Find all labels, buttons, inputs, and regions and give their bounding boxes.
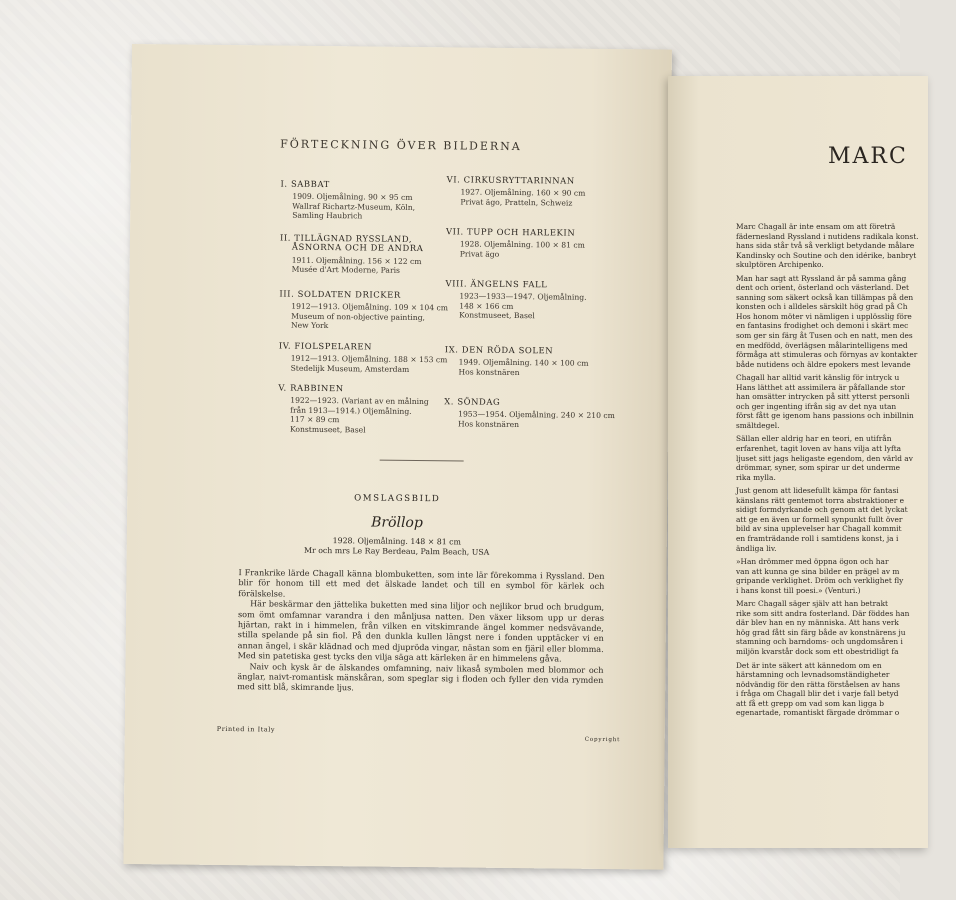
text-line: Just genom att lidesefullt kämpa för fantasi <box>736 486 899 496</box>
text-line: egenartade, romantiskt färgade drömmar o <box>736 708 900 718</box>
text-line: en medfödd, överlägsen målarintelligens med <box>736 340 908 350</box>
text-line: en fantasins frodighet och demoni i skärt mec <box>736 321 909 331</box>
text-line: som ger sin färg åt Tusen och en natt, men des <box>736 331 913 341</box>
text-line: förmåga att stimuleras och förnyas av kontakter <box>736 350 918 360</box>
text-line: han omsätter intrycken på sitt ytterst personli <box>736 392 910 402</box>
left-page <box>123 44 672 870</box>
text-line: känslans rätt gentemot torra abstraktioner e <box>736 495 905 505</box>
text-line: fädernesland Ryssland i nutidens radikala konst. <box>736 231 919 241</box>
text-line: rike som sitt andra fosterland. Där föddes han <box>736 608 910 618</box>
printed-in-label: Printed in Italy <box>216 724 276 734</box>
text-line: sanning som säkert också kan tillämpas på den <box>736 292 914 302</box>
text-line: Marc Chagall är inte ensam om att företrä <box>736 222 896 231</box>
list-item: IX. DEN RÖDA SOLEN 1949. Oljemålning. 140 × 100 cm Hos konstnären <box>444 344 589 377</box>
text-line: Sällan eller aldrig har en teori, en utifrån <box>736 434 892 444</box>
right-page <box>668 76 928 848</box>
text-line: och ger ingenting ifrån sig av det nya utan <box>736 401 897 411</box>
cover-heading: OMSLAGSBILD <box>354 493 441 505</box>
text-line: ljuset sitt jags heligaste egendom, den värld av <box>736 453 913 463</box>
text-line: i fråga om Chagall blir det i varje fall betyd <box>736 689 899 699</box>
text-line: Hans lätthet att assimilera är påfallande stor <box>736 382 906 392</box>
text-line: en framträdande roll i samtidens konst, ja i <box>736 533 899 543</box>
text-line: skulptören Archipenko. <box>736 260 824 270</box>
text-line: hög grad fått sin färg både av konstnärens ju <box>736 627 906 637</box>
list-column-right <box>444 174 627 429</box>
list-item: IV. FIOLSPELAREN 1912—1913. Oljemålning. 188 × 153 cm Stedelijk Museum, Amsterdam <box>278 340 448 374</box>
text-line: både nutidens och äldre epokers mest levande <box>736 359 911 369</box>
right-page-text <box>736 222 956 718</box>
text-line: Chagall har alltid varit känslig för intryck u <box>736 373 900 383</box>
divider <box>380 460 464 462</box>
list-item: VIII. ÄNGELNS FALL 1923—1933—1947. Oljemålning. 148 × 166 cm Konstmuseet, Basel <box>445 278 587 321</box>
list-item: VII. TUPP OCH HARLEKIN 1928. Oljemålning. 100 × 81 cm Privat ägo <box>446 226 585 259</box>
text-line: ändliga liv. <box>736 543 777 553</box>
text-line: att ge en även ur formell synpunkt fullt över <box>736 514 903 524</box>
list-item: VI. CIRKUSRYTTARINNAN 1927. Oljemålning. 160 × 90 cm Privat ägo, Pratteln, Schweiz <box>446 174 586 208</box>
paragraph: Naiv och kysk är de älskandes omfamning, naiv likaså symbolen med blommor och änglar, naivt-romantisk mänskåran, som speglar sig i floden och fyller den vida rymden med sitt blå, skimrande ljus. <box>237 660 604 693</box>
text-line: dent och orient, österland och västerland. Det <box>736 283 909 293</box>
text-line: konsten och i alldeles särskilt hög grad på Ch <box>736 302 908 312</box>
text-line: Kandinsky och Soutine och den idérike, banbryt <box>736 250 917 260</box>
list-item: III. SOLDATEN DRICKER 1912—1913. Oljemålning. 109 × 104 cm Museum of non-objective painting, New York <box>279 288 448 331</box>
text-line: först fått ge igenom hans passions och inbillnin <box>736 411 914 421</box>
text-line: Hos honom möter vi nämligen i upplösslig före <box>736 311 912 321</box>
text-line: Det är inte säkert att kännedom om en <box>736 660 882 670</box>
text-line: miljön kvarstår dock som ett obestridligt fa <box>736 646 899 656</box>
text-line: där blev han en ny människa. Att hans verk <box>736 618 899 628</box>
page-title: FÖRTECKNING ÖVER BILDERNA <box>280 137 522 154</box>
list-item: X. SÖNDAG 1953—1954. Oljemålning. 240 × 210 cm Hos konstnären <box>444 396 615 429</box>
cover-details: 1928. Oljemålning. 148 × 81 cm Mr och mrs Le Ray Berdeau, Palm Beach, USA <box>304 536 490 557</box>
text-line: bild av sina upplevelser har Chagall kommit <box>736 524 902 534</box>
text-line: rika mylla. <box>736 472 776 482</box>
text-line: van att kunna ge sina bilder en prägel av m <box>736 566 900 576</box>
text-line: smältdegel. <box>736 420 780 430</box>
text-line: i hans konst till poesi.» (Venturi.) <box>736 585 861 595</box>
paragraph: Här beskärmar den jättelika buketten med sina liljor och nejlikor brud och brudgum, som ömt omfamnar varandra i den månljusa natten. Den växer liksom upp ur deras hjärtan, rakt in i himmelen, från vilken en vitskimrande ängel kommer nedsvävande, stilla spelande på sin fiol. På den dunkla kullen längst nere i fonden upptäcker vi en annan ängel, i skär klädnad och med djupröda vingar, nästan som en fjäril eller blomma. Med sin patetiska gest tycks den vilja säga att kärleken är en himmelens gåva. <box>237 598 605 664</box>
text-line: stamning och barndoms- och ungdomsåren i <box>736 637 903 647</box>
text-line: drömmar, syner, som spirar ur det underme <box>736 463 900 473</box>
text-line: sidigt formdyrkande och genom att det lyckat <box>736 505 908 515</box>
list-item: II. TILLÄGNAD RYSSLAND, ÅSNORNA OCH DE ANDRA 1911. Oljemålning. 156 × 122 cm Musée d'Art Moderne, Paris <box>279 232 424 276</box>
cover-title: Bröllop <box>371 514 423 532</box>
list-column-left <box>278 178 461 435</box>
text-line: erfarenhet, tagit loven av hans vilja att lyfta <box>736 444 902 454</box>
text-line: Marc Chagall säger själv att han betrakt <box>736 599 889 609</box>
text-line: gripande verklighet. Dröm och verklighet fly <box>736 576 904 586</box>
cover-description <box>237 567 604 696</box>
copyright-label: Copyright <box>584 736 621 744</box>
right-page-title: MARC <box>828 144 908 169</box>
paragraph: I Frankrike lärde Chagall känna blombuketten, som inte lär förekomma i Ryssland. Den blir för honom till ett med det älskade landet och till en symbol för kärlek och förälskelse. <box>238 567 605 599</box>
text-line: att få ett grepp om vad som kan ligga b <box>736 698 885 708</box>
text-line: härstamning och levnadsomständigheter <box>736 670 890 680</box>
text-line: Man har sagt att Ryssland är på samma gång <box>736 273 907 283</box>
text-line: hans sida står två så verkligt betydande målare <box>736 241 915 251</box>
list-item: V. RABBINEN 1922—1923. (Variant av en målning från 1913—1914.) Oljemålning. 117 × 89 cm Konstmuseet, Basel <box>278 382 429 435</box>
text-line: »Han drömmer med öppna ögon och har <box>736 557 889 567</box>
list-item: I. SABBAT 1909. Oljemålning. 90 × 95 cm Wallraf Richartz-Museum, Köln, Samling Haubrich <box>280 178 416 221</box>
text-line: nödvändig för den rätta förståelsen av hans <box>736 679 900 689</box>
